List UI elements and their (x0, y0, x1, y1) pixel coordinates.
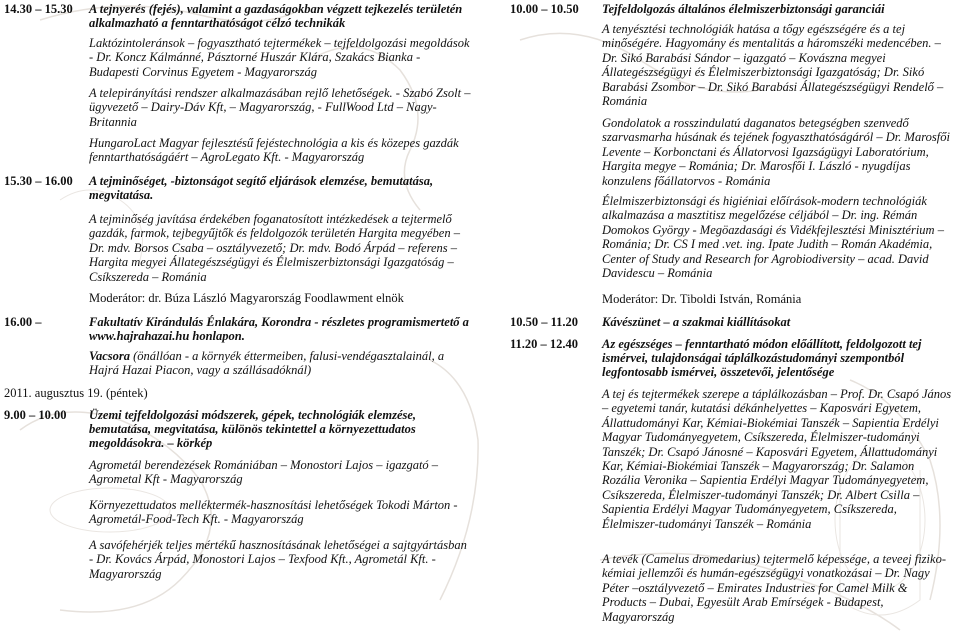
talk: A tenyésztési technológiák hatása a tőgy egészségére és a tej minőségére. Hagyomány és mentalitás a háromszéki medencében. – Dr. Sikó Barabási Sándor – igazgató – Kovászna megyei Állategészségügyi és Élelmiszerbiztonsági Igazgatóság; Dr. Sikó Barabási Zsombor – Dr. Sikó Barabási Állategészségügyi Rendelő – Románia (602, 22, 944, 109)
talk: A tej és tejtermékek szerepe a táplálkozásban – Prof. Dr. Csapó János – egyetemi tanár, kutatási dékánhelyettes – Kaposvári Egyetem, Állattudományi Kar, Kémiai-Biokémiai Tanszék – Sapientia Erdélyi Magyar Tudományegyetem, Csíkszereda, Élelmiszer-tudományi Tanszék; Dr. Csapó Jánosné – Kaposvári Egyetem, Állattudományi Kar, Kémiai-Biokémiai Tanszék – Magyarország; Dr. Salamon Rozália Veronika – Sapientia Erdélyi Magyar Tudományegyetem, Csíkszereda, Élelmiszer-tudományi Tanszék; Dr. Albert Csilla – Sapientia Erdélyi Magyar Tudományegyetem, Csíkszereda, Élelmiszer-tudományi Tanszék – Románia (602, 387, 952, 531)
session-title: Tejfeldolgozás általános élelmiszerbiztonsági garanciái (602, 2, 885, 16)
time-slot: 11.20 – 12.40 (510, 337, 579, 351)
moderator: Moderátor: Dr. Tiboldi István, Románia (602, 292, 802, 306)
time-slot: 14.30 – 15.30 (4, 2, 73, 16)
session-title: Fakultatív Kirándulás Énlakára, Korondra - részletes programismertető a www.hajrahazai.hu honlapon. (89, 315, 469, 343)
dinner-note: Vacsora (önállóan - a környék éttermeiben, falusi-vendégasztalainál, a Hajrá Hazai Piacon, vagy a szállásadóknál) (89, 349, 445, 378)
time-slot: 15.30 – 16.00 (4, 174, 73, 188)
day-heading: 2011. augusztus 19. (péntek) (4, 386, 148, 400)
session-title: A tejnyerés (fejés), valamint a gazdaságokban végzett tejkezelés területén alkalmazható a fenntarthatóságot célzó technikák (89, 2, 463, 30)
website-link[interactable]: www.hajrahazai.hu (89, 329, 190, 343)
talk: Gondolatok a rosszindulatú daganatos betegségben szenvedő szarvasmarha húsának és tejének fogyaszthatóságáról – Dr. Marosfői Levente – Korbonctani és Állatorvosi Igazságügyi Laboratórium, Hargita megye – Románia; Dr. Marosfői I. László - nyugdíjas konzulens főállatorvos - Románia (602, 116, 950, 188)
time-slot: 9.00 – 10.00 (4, 408, 67, 422)
time-slot: 10.00 – 10.50 (510, 2, 579, 16)
talk: A tevék (Camelus dromedarius) tejtermelő képessége, a teveej fiziko-kémiai jellemzői és humán-egészségügyi vonatkozásai – Dr. Nagy Péter –osztályvezető – Emirates Industries for Camel Milk & Products – Dubai, Egyesült Arab Emírségek - Budapest, Magyarország (602, 552, 946, 624)
time-slot: 10.50 – 11.20 (510, 315, 579, 329)
talk: Élelmiszerbiztonsági és higiéniai előírások-modern technológiák alkalmazása a masztitisz megelőzése céljából – Dr. ing. Rémán Domokos György - Megöazdasági és Vidékfejlesztési Minisztérium – Románia; Dr. CS I med .vet. ing. Ipate Judith – Román Akadémia, Center of Study and Research for Agrobiodiversity – acad. David Davidescu – Románia (602, 194, 944, 281)
talk: Laktózintoleránsok – fogyasztható tejtermékek – tejfeldolgozási megoldások - Dr. Koncz Kálmánné, Pásztorné Huszár Klára, Szakács Bianka - Budapesti Corvinus Egyetem - Magyarország (89, 36, 470, 79)
session-title: Kávészünet – a szakmai kiállításokat (602, 315, 791, 329)
talk: A savófehérjék teljes mértékű hasznosításának lehetőségei a sajtgyártásban - Dr. Kovács Árpád, Monostori Lajos – Texfood Kft., Agrometál Kft. - Magyarország (89, 538, 467, 581)
talk: Környezettudatos melléktermék-hasznosítási lehetőségek Tokodi Márton - Agrometál-Food-Tech Kft. - Magyarország (89, 498, 458, 527)
talk: A tejminőség javítása érdekében foganatosított intézkedések a tejtermelő gazdák, farmok, tejbegyűjtők és feldolgozók területén Hargita megyében – Dr. mdv. Borsos Csaba – osztályvezető; Dr. mdv. Bodó Árpád – referens – Hargita megyei Állategészségügyi és Élelmiszerbiztonsági Igazgatóság – Csíkszereda – Románia (89, 212, 460, 284)
talk: HungaroLact Magyar fejlesztésű fejéstechnológia a kis és közepes gazdák fenntarthatóságáért – AgroLegato Kft. - Magyarország (89, 136, 459, 165)
talk: Agrometál berendezések Romániában – Monostori Lajos – igazgató – Agrometal Kft - Magyarország (89, 458, 439, 487)
moderator: Moderátor: dr. Búza László Magyarország Foodlawment elnök (89, 291, 404, 305)
session-title: Üzemi tejfeldolgozási módszerek, gépek, technológiák elemzése, bemutatása, megvitatása, különös tekintettel a környezettudatos megoldásokra. – körkép (89, 408, 417, 450)
talk: A telepirányítási rendszer alkalmazásában rejlő lehetőségek. - Szabó Zsolt – ügyvezető – Dairy-Dáv Kft, – Magyarország, - FullWood Ltd – Nagy-Britannia (89, 86, 471, 129)
session-title: A tejminőséget, -biztonságot segítő eljárások elemzése, bemutatása, megvitatása. (89, 174, 434, 202)
time-slot: 16.00 – (4, 315, 42, 329)
session-title: Az egészséges – fenntartható módon előállított, feldolgozott tej ismérvei, tulajdonságai táplálkozástudományi szempontból legfontosabb ismérvei, összetevői, jelentősége (602, 337, 922, 379)
